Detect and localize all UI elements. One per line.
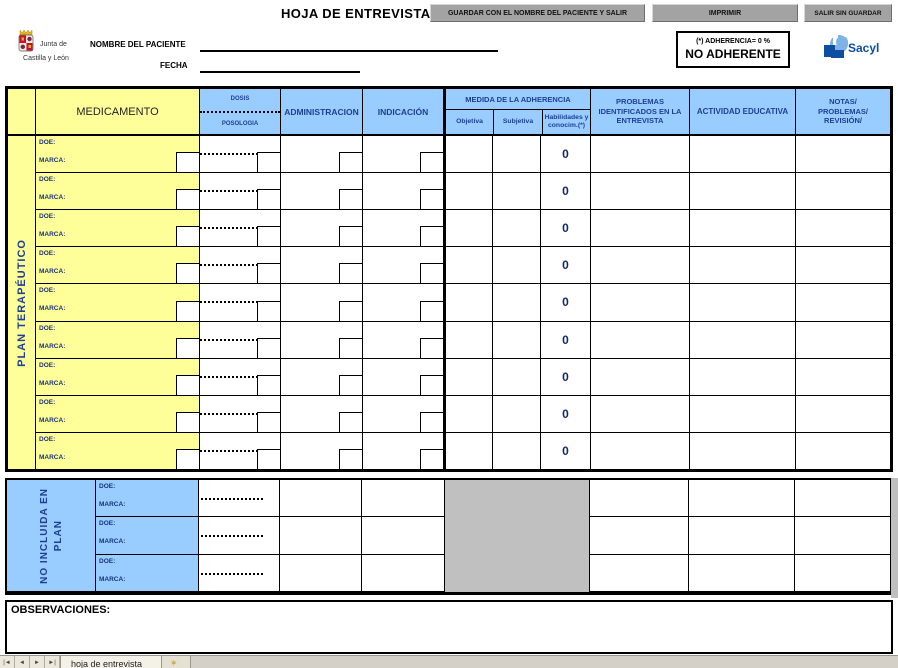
problemas-cell[interactable] (590, 517, 689, 554)
adherence-percent-text: (*) ADHERENCIA= 0 % (696, 38, 770, 45)
dosis-cell[interactable] (200, 284, 281, 321)
dosis-input-box[interactable] (257, 338, 281, 359)
indicacion-input-box[interactable] (420, 375, 444, 396)
problemas-cell[interactable] (590, 480, 689, 517)
dosis-input-box[interactable] (257, 263, 281, 284)
medicamento-input-box[interactable] (176, 189, 200, 210)
dosis-dotted-line (200, 339, 258, 341)
indicacion-cell[interactable] (363, 284, 446, 321)
medicamento-cell[interactable] (36, 396, 200, 433)
marca-label: MARCA: (99, 501, 126, 508)
notas-cell[interactable] (796, 322, 891, 359)
actividad-cell[interactable] (689, 480, 795, 517)
problemas-cell[interactable] (591, 396, 690, 433)
problemas-cell[interactable] (590, 555, 689, 592)
medicamento-cell[interactable] (36, 359, 200, 396)
subjetiva-cell[interactable] (493, 322, 541, 359)
indicacion-input-box[interactable] (420, 338, 444, 359)
sheet-tab[interactable] (60, 656, 162, 668)
indicacion-cell[interactable] (363, 247, 446, 284)
marca-label: MARCA: (39, 379, 66, 387)
actividad-cell[interactable] (690, 433, 796, 470)
header-medida-adherencia-group (446, 89, 591, 136)
actividad-cell[interactable] (690, 247, 796, 284)
notas-cell[interactable] (796, 433, 891, 470)
dosis-cell[interactable] (200, 247, 281, 284)
indicacion-cell[interactable] (363, 322, 446, 359)
actividad-cell[interactable] (690, 136, 796, 173)
actividad-cell[interactable] (689, 555, 795, 592)
doe-label: DOE: (99, 483, 116, 490)
administracion-cell[interactable] (281, 396, 363, 433)
subjetiva-cell[interactable] (493, 247, 541, 284)
header-posologia-label: POSOLOGIA (221, 121, 259, 127)
header-corner-cell (8, 89, 36, 136)
medicamento-cell[interactable] (36, 247, 200, 284)
habilidades-value: 0 (562, 221, 569, 236)
junta-logo-text-line1: Junta de (40, 41, 67, 48)
indicacion-cell[interactable] (363, 396, 446, 433)
save-and-exit-button[interactable]: GUARDAR CON EL NOMBRE DEL PACIENTE Y SALIR (430, 4, 645, 22)
header-problemas: PROBLEMAS IDENTIFICADOS EN LA ENTREVISTA (591, 89, 690, 136)
habilidades-value: 0 (562, 406, 569, 421)
objetiva-cell[interactable] (446, 284, 493, 321)
dosis-cell[interactable] (199, 555, 280, 592)
doe-label: DOE: (99, 557, 116, 565)
indicacion-cell[interactable] (362, 480, 445, 517)
dosis-dotted-line (200, 190, 258, 192)
administracion-cell[interactable] (281, 433, 363, 470)
objetiva-cell[interactable] (446, 396, 493, 433)
doe-label: DOE: (39, 435, 56, 443)
plan-terapeutico-label-text: PLAN TERAPÉUTICO (15, 238, 28, 367)
adherence-status-text: NO ADHERENTE (685, 47, 781, 61)
patient-name-input[interactable] (200, 36, 498, 52)
dosis-cell[interactable] (200, 322, 281, 359)
next-sheet-icon[interactable]: ► (30, 656, 45, 668)
medicamento-input-box[interactable] (176, 338, 200, 359)
objetiva-cell[interactable] (446, 433, 493, 470)
marca-label: MARCA: (39, 342, 66, 350)
dosis-input-box[interactable] (257, 449, 281, 470)
medicamento-cell[interactable] (36, 173, 200, 210)
dosis-dotted-line (200, 413, 258, 415)
indicacion-cell[interactable] (363, 136, 446, 173)
dosis-input-box[interactable] (257, 189, 281, 210)
subjetiva-cell[interactable] (493, 173, 541, 210)
administracion-input-box[interactable] (339, 412, 363, 433)
indicacion-cell[interactable] (363, 173, 446, 210)
habilidades-cell (541, 284, 591, 321)
dosis-dotted-line (200, 376, 258, 378)
observaciones-label: OBSERVACIONES: (11, 604, 111, 616)
objetiva-cell[interactable] (446, 322, 493, 359)
administracion-cell[interactable] (281, 210, 363, 247)
problemas-cell[interactable] (591, 173, 690, 210)
medicamento-cell[interactable] (36, 284, 200, 321)
indicacion-input-box[interactable] (420, 412, 444, 433)
notas-cell[interactable] (795, 555, 891, 592)
header-notas (796, 89, 891, 136)
problemas-cell[interactable] (591, 210, 690, 247)
habilidades-value: 0 (562, 184, 569, 199)
problemas-cell[interactable] (591, 433, 690, 470)
header-notas-text: NOTAS/ PROBLEMAS/ REVISIÓN/ (817, 96, 868, 126)
subjetiva-cell[interactable] (493, 210, 541, 247)
habilidades-cell (541, 173, 591, 210)
marca-label: MARCA: (39, 231, 66, 239)
medicamento-input-box[interactable] (176, 412, 200, 433)
dosis-dotted-line (200, 227, 258, 229)
habilidades-value: 0 (562, 147, 569, 162)
habilidades-value: 0 (562, 443, 569, 458)
dosis-dotted-line (200, 264, 258, 266)
doe-label: DOE: (39, 361, 56, 369)
dosis-cell[interactable] (199, 480, 280, 517)
dosis-dotted-line (201, 498, 263, 500)
doe-label: DOE: (39, 398, 56, 406)
doe-label: DOE: (39, 250, 56, 258)
medicamento-input-box[interactable] (176, 152, 200, 173)
dosis-posologia-divider (200, 111, 280, 113)
medicamento-cell[interactable] (36, 433, 200, 470)
marca-label: MARCA: (39, 305, 66, 313)
actividad-cell[interactable] (690, 173, 796, 210)
medicamento-cell[interactable] (96, 517, 199, 554)
header-objetiva: Objetiva (446, 110, 494, 134)
actividad-cell[interactable] (690, 359, 796, 396)
subjetiva-cell[interactable] (493, 136, 541, 173)
administracion-cell[interactable] (281, 359, 363, 396)
indicacion-input-box[interactable] (420, 301, 444, 322)
habilidades-cell (541, 359, 591, 396)
administracion-input-box[interactable] (339, 226, 363, 247)
marca-label: MARCA: (39, 157, 66, 164)
notas-cell[interactable] (795, 480, 891, 517)
medicamento-input-box[interactable] (176, 226, 200, 247)
insert-sheet-icon: ✶ (170, 658, 178, 668)
medicamento-input-box[interactable] (176, 263, 200, 284)
objetiva-cell[interactable] (446, 173, 493, 210)
habilidades-cell (541, 396, 591, 433)
problemas-cell[interactable] (591, 284, 690, 321)
indicacion-input-box[interactable] (420, 152, 444, 173)
notas-cell[interactable] (796, 136, 891, 173)
habilidades-value: 0 (562, 258, 569, 273)
sheet-tab-bar (0, 655, 898, 668)
habilidades-value: 0 (562, 369, 569, 384)
administracion-cell[interactable] (281, 284, 363, 321)
habilidades-value: 0 (562, 295, 569, 310)
date-input[interactable] (200, 57, 360, 73)
problemas-cell[interactable] (591, 359, 690, 396)
header-indicacion: INDICACIÓN (363, 89, 446, 136)
dosis-cell[interactable] (200, 433, 281, 470)
dosis-dotted-line (201, 535, 263, 537)
medicamento-cell[interactable] (36, 210, 200, 247)
problemas-cell[interactable] (591, 136, 690, 173)
dosis-input-box[interactable] (257, 301, 281, 322)
administracion-cell[interactable] (281, 322, 363, 359)
subjetiva-cell[interactable] (493, 396, 541, 433)
sheet-tab-label: hoja de entrevista (71, 659, 143, 668)
notas-cell[interactable] (796, 173, 891, 210)
administracion-input-box[interactable] (339, 449, 363, 470)
administracion-cell[interactable] (281, 173, 363, 210)
medicamento-cell[interactable] (36, 322, 200, 359)
problemas-cell[interactable] (591, 247, 690, 284)
habilidades-value: 0 (562, 332, 569, 347)
habilidades-cell (541, 247, 591, 284)
medicamento-cell[interactable] (36, 136, 200, 173)
adherence-result-box (676, 31, 790, 68)
doe-label: DOE: (39, 287, 56, 295)
administracion-cell[interactable] (281, 136, 363, 173)
no-incluida-label-line1: NO INCLUIDA EN (38, 487, 50, 584)
dosis-dotted-line (200, 450, 258, 452)
indicacion-cell[interactable] (362, 517, 445, 554)
marca-label: MARCA: (99, 538, 126, 546)
header-actividad: ACTIVIDAD EDUCATIVA (690, 89, 796, 136)
no-incluida-en-plan-table (5, 478, 893, 595)
dosis-cell[interactable] (200, 359, 281, 396)
medicamento-input-box[interactable] (176, 301, 200, 322)
marca-label: MARCA: (99, 575, 126, 583)
plan-terapeutico-section-label (8, 136, 36, 470)
print-button[interactable]: IMPRIMIR (652, 4, 798, 22)
doe-label: DOE: (99, 520, 116, 528)
subjetiva-cell[interactable] (493, 284, 541, 321)
marca-label: MARCA: (39, 416, 66, 424)
habilidades-cell (541, 433, 591, 470)
doe-label: DOE: (39, 213, 56, 221)
actividad-cell[interactable] (690, 322, 796, 359)
indicacion-input-box[interactable] (420, 226, 444, 247)
administracion-input-box[interactable] (339, 189, 363, 210)
administracion-input-box[interactable] (339, 263, 363, 284)
actividad-cell[interactable] (689, 517, 795, 554)
dosis-dotted-line (200, 153, 258, 155)
no-incluida-label-line2: PLAN (52, 519, 64, 552)
habilidades-cell (541, 322, 591, 359)
indicacion-input-box[interactable] (420, 189, 444, 210)
medicamento-cell[interactable] (96, 480, 199, 517)
no-incluida-section-label (7, 480, 96, 592)
patient-name-label: NOMBRE DEL PACIENTE (90, 40, 186, 49)
dosis-cell[interactable] (200, 210, 281, 247)
marca-label: MARCA: (39, 453, 66, 461)
indicacion-cell[interactable] (363, 359, 446, 396)
medicamento-input-box[interactable] (176, 449, 200, 470)
notas-cell[interactable] (796, 359, 891, 396)
doe-label: DOE: (39, 324, 56, 332)
indicacion-cell[interactable] (362, 555, 445, 592)
header-dosis-posologia (200, 89, 281, 136)
objetiva-cell[interactable] (446, 136, 493, 173)
marca-label: MARCA: (39, 268, 66, 276)
notas-cell[interactable] (796, 396, 891, 433)
dosis-input-box[interactable] (257, 375, 281, 396)
doe-label: DOE: (39, 139, 56, 146)
prev-sheet-icon[interactable]: ◄ (15, 656, 30, 668)
actividad-cell[interactable] (690, 284, 796, 321)
administracion-cell[interactable] (280, 517, 362, 554)
last-sheet-icon[interactable]: ►| (45, 656, 60, 668)
medicamento-input-box[interactable] (176, 375, 200, 396)
actividad-cell[interactable] (690, 396, 796, 433)
sacyl-logo-text: Sacyl (848, 41, 880, 55)
exit-without-saving-button[interactable]: SALIR SIN GUARDAR (804, 4, 892, 22)
observaciones-box[interactable] (5, 600, 893, 654)
dosis-input-box[interactable] (257, 152, 281, 173)
plan-terapeutico-table (5, 86, 893, 472)
habilidades-cell (541, 136, 591, 173)
administracion-input-box[interactable] (339, 338, 363, 359)
dosis-input-box[interactable] (257, 226, 281, 247)
dosis-dotted-line (201, 573, 263, 575)
notas-cell[interactable] (796, 247, 891, 284)
dosis-dotted-line (200, 301, 258, 303)
objetiva-cell[interactable] (446, 210, 493, 247)
administracion-input-box[interactable] (339, 301, 363, 322)
header-administracion: ADMINISTRACION (281, 89, 363, 136)
habilidades-cell (541, 210, 591, 247)
dosis-cell[interactable] (200, 173, 281, 210)
doe-label: DOE: (39, 176, 56, 184)
header-subjetiva: Subjetiva (494, 110, 543, 134)
page-title: HOJA DE ENTREVISTA (281, 6, 431, 21)
header-medida-label: MEDIDA DE LA ADHERENCIA (446, 89, 590, 110)
subjetiva-cell[interactable] (493, 359, 541, 396)
header-habilidades: Habilidades y conocim.(*) (544, 114, 589, 129)
marca-label: MARCA: (39, 194, 66, 202)
adherencia-disabled-area (445, 480, 590, 592)
indicacion-input-box[interactable] (420, 263, 444, 284)
notas-cell[interactable] (796, 210, 891, 247)
actividad-cell[interactable] (690, 210, 796, 247)
administracion-input-box[interactable] (339, 375, 363, 396)
administracion-cell[interactable] (280, 555, 362, 592)
header-dosis-label: DOSIS (230, 96, 250, 102)
junta-logo-text-line2: Castilla y León (23, 55, 69, 62)
window-edge-strip (891, 478, 898, 598)
medicamento-cell[interactable] (96, 555, 199, 592)
dosis-cell[interactable] (200, 136, 281, 173)
first-sheet-icon[interactable]: |◄ (0, 656, 15, 668)
dosis-cell[interactable] (199, 517, 280, 554)
date-label: FECHA (160, 61, 188, 70)
problemas-cell[interactable] (591, 322, 690, 359)
header-medicamento: MEDICAMENTO (36, 89, 200, 136)
indicacion-cell[interactable] (363, 210, 446, 247)
objetiva-cell[interactable] (446, 247, 493, 284)
administracion-input-box[interactable] (339, 152, 363, 173)
indicacion-cell[interactable] (363, 433, 446, 470)
administracion-cell[interactable] (280, 480, 362, 517)
indicacion-input-box[interactable] (420, 449, 444, 470)
administracion-cell[interactable] (281, 247, 363, 284)
insert-sheet-tab[interactable] (162, 656, 191, 668)
notas-cell[interactable] (795, 517, 891, 554)
dosis-input-box[interactable] (257, 412, 281, 433)
objetiva-cell[interactable] (446, 359, 493, 396)
notas-cell[interactable] (796, 284, 891, 321)
dosis-cell[interactable] (200, 396, 281, 433)
subjetiva-cell[interactable] (493, 433, 541, 470)
